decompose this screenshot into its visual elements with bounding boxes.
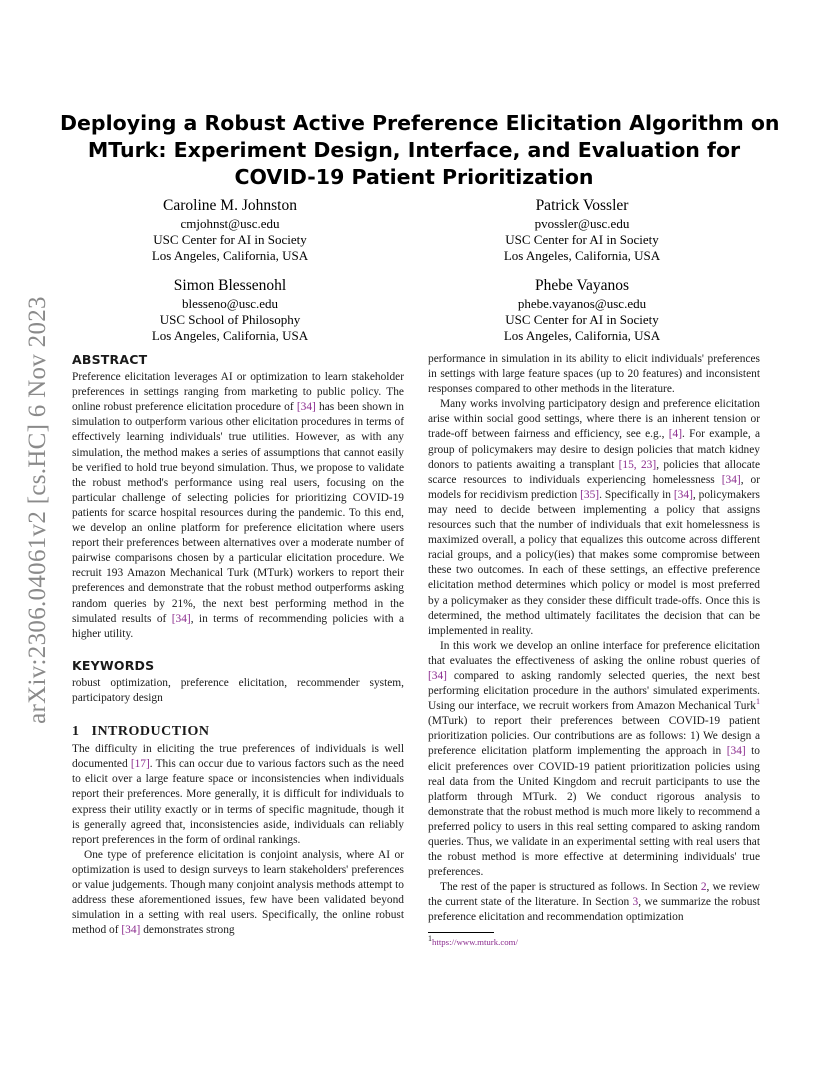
citation-link[interactable]: [15, 23] <box>618 458 657 471</box>
title-line-1: Deploying a Robust Active Preference Elicitation Algorithm on <box>60 111 780 135</box>
author-email: cmjohnst@usc.edu <box>180 216 280 231</box>
footnote <box>428 933 760 948</box>
citation-link[interactable]: [34] <box>121 924 141 937</box>
author-name: Simon Blessenohl <box>173 277 287 294</box>
title-line-3: COVID-19 Patient Prioritization <box>234 165 594 189</box>
author-name: Phebe Vayanos <box>535 277 629 294</box>
arxiv-identifier-stamp <box>20 230 56 790</box>
citation-link[interactable]: [34] <box>171 612 191 625</box>
author-location: Los Angeles, California, USA <box>151 328 309 343</box>
abstract-paragraph: Preference elicitation leverages AI or optimization to learn stakeholder preferences in settings ranging from marketing to public policy. The online robust preference elicitation procedure of [34] has been shown in simulation to outperform various other elicitation procedures in terms of effectively learning individuals' true utilities. However, as with any simulation, the method makes a series of assumptions that cannot easily be verified to hold true beyond simulation. Thus, we propose to validate the robust method's performance using real users, focusing on the particular challenge of selecting policies for prioritizing COVID-19 patients for scarce hospital resources during the pandemic. To this end, we develop an online platform for preference elicitation where users report their preferences between alternatives over a moderate number of pairwise comparisons chosen by a particular elicitation procedure. We recruit 193 Amazon Mechanical Turk (MTurk) workers to report their preferences and demonstrate that the robust method outperforms asking random queries by 21%, the next best performing method in the simulated results of [34], in terms of recommending policies with a higher utility. <box>72 371 404 640</box>
author-card <box>80 195 380 264</box>
citation-link[interactable]: [34] <box>296 401 316 414</box>
citation-link[interactable]: [34] <box>726 745 746 758</box>
author-location: Los Angeles, California, USA <box>503 248 661 263</box>
author-card <box>432 275 732 344</box>
citation-link[interactable]: [34] <box>428 669 447 682</box>
author-location: Los Angeles, California, USA <box>503 328 661 343</box>
section-link[interactable]: 3 <box>632 896 639 909</box>
author-card <box>432 195 732 264</box>
arxiv-identifier-text: arXiv:2306.04061v2 [cs.HC] 6 Nov 2023 <box>24 296 52 724</box>
abstract-heading: ABSTRACT <box>72 352 148 367</box>
author-affiliation: USC Center for AI in Society <box>153 232 307 247</box>
keywords-heading: KEYWORDS <box>72 657 155 673</box>
right-paragraph-1: performance in simulation in its ability to elicit individuals' preferences in settings with large feature spaces (up to 20 features) and inconsistent responses compared to other methods in the literature. <box>428 353 760 396</box>
citation-link[interactable]: [34] <box>673 488 693 501</box>
footnote-rule <box>428 932 494 933</box>
footnote-marker[interactable]: 1 <box>756 697 760 707</box>
author-card <box>80 275 380 344</box>
author-name: Caroline M. Johnston <box>163 197 297 214</box>
paper-title <box>60 110 780 191</box>
citation-link[interactable]: [35] <box>580 488 600 501</box>
right-column <box>428 352 760 948</box>
citation-link[interactable]: [4] <box>668 428 682 441</box>
author-affiliation: USC Center for AI in Society <box>505 312 659 327</box>
citation-link[interactable]: [34] <box>721 473 741 486</box>
author-affiliation: USC School of Philosophy <box>159 312 301 327</box>
right-paragraph-2: Many works involving participatory design and preference elicitation arise within social good settings, where there is an inherent tension or trade-off between fairness and efficiency, see e.g., [4]. For example, a group of policymakers may desire to design policies that match kidney donors to patients awaiting a transplant [15, 23], policies that allocate scarce resources to individuals experiencing homelessness [34], or models for recidivism prediction [35]. Specifically in [34], policymakers may need to decide between implementing a policy that assigns resources such that the number of individuals that exit homelessness is maximized overall, a policy that equalizes this outcome across different racial groups, and a policy(ies) that makes some compromise between these two outcomes. In each of these settings, an effective preference elicitation method determines which policy or model is most preferred by a policymaker as they consider these difficult trade-offs. Once this is determined, the method ultimately facilitates the decision that can be implemented in reality. <box>428 398 761 637</box>
section-title: INTRODUCTION <box>91 724 210 740</box>
author-affiliation: USC Center for AI in Society <box>505 232 659 247</box>
right-paragraph-4: The rest of the paper is structured as follows. In Section 2, we review the current state of the literature. In Section 3, we summarize the robust preference elicitation and recommendation optimization <box>428 881 760 924</box>
footnote-number: 1 <box>428 933 432 943</box>
intro-paragraph-1: The difficulty in eliciting the true preferences of individuals is well documented [17]. This can occur due to various factors such as the need to elicit over a large feature space or inconsistencies when individuals report their preferences. More generally, it is difficult for individuals to express their utility exactly or in terms of specific magnitude, though it is generally agreed that, inconsistencies aside, individuals can reliably report preferences in the form of ordinal rankings. <box>72 743 404 846</box>
footnote-url-link[interactable]: https://www.mturk.com/ <box>432 936 518 947</box>
keywords-text: robust optimization, preference elicitation, recommender system, participatory design <box>72 676 404 704</box>
author-email: pvossler@usc.edu <box>534 216 630 231</box>
author-email: phebe.vayanos@usc.edu <box>517 296 647 311</box>
introduction-heading <box>72 724 404 739</box>
left-column <box>72 352 404 938</box>
author-location: Los Angeles, California, USA <box>151 248 309 263</box>
title-line-2: MTurk: Experiment Design, Interface, and Evaluation for <box>87 138 741 162</box>
intro-paragraph-2: One type of preference elicitation is conjoint analysis, where AI or optimization is used to design surveys to learn stakeholders' preferences or value judgements. Though many conjoint analysis methods attempt to address these aforementioned issues, few have been validated beyond simulation in a setting with real users. Specifically, the online robust method of [34] demonstrates strong <box>72 848 404 937</box>
citation-link[interactable]: [17] <box>130 758 150 771</box>
section-link[interactable]: 2 <box>700 881 707 894</box>
author-email: blesseno@usc.edu <box>181 296 279 311</box>
section-number: 1 <box>72 724 80 740</box>
author-name: Patrick Vossler <box>535 197 629 214</box>
right-paragraph-3: In this work we develop an online interface for preference elicitation that evaluates the effectiveness of asking the online robust queries of [34] compared to asking randomly selected queries, the next best performing elicitation procedure in the authors' simulated experiments. Using our interface, we recruit workers from Amazon Mechanical Turk$^1$ (MTurk) to report their preferences between COVID-19 patient prioritization policies. Our contributions are as follows: 1) We design a preference elicitation platform implementing the approach in [34] to elicit preferences over COVID-19 patient prioritization policies using real data from the United Kingdom and recruit participants to use the platform through MTurk. 2) We conduct rigorous analysis to demonstrate that the robust method is much more likely to recommend a preferred policy to users in this real setting compared to asking random queries. Thus, we validate in an experimental setting with real users that the robust method is more effective at determining individuals' true preferences. <box>428 639 760 879</box>
